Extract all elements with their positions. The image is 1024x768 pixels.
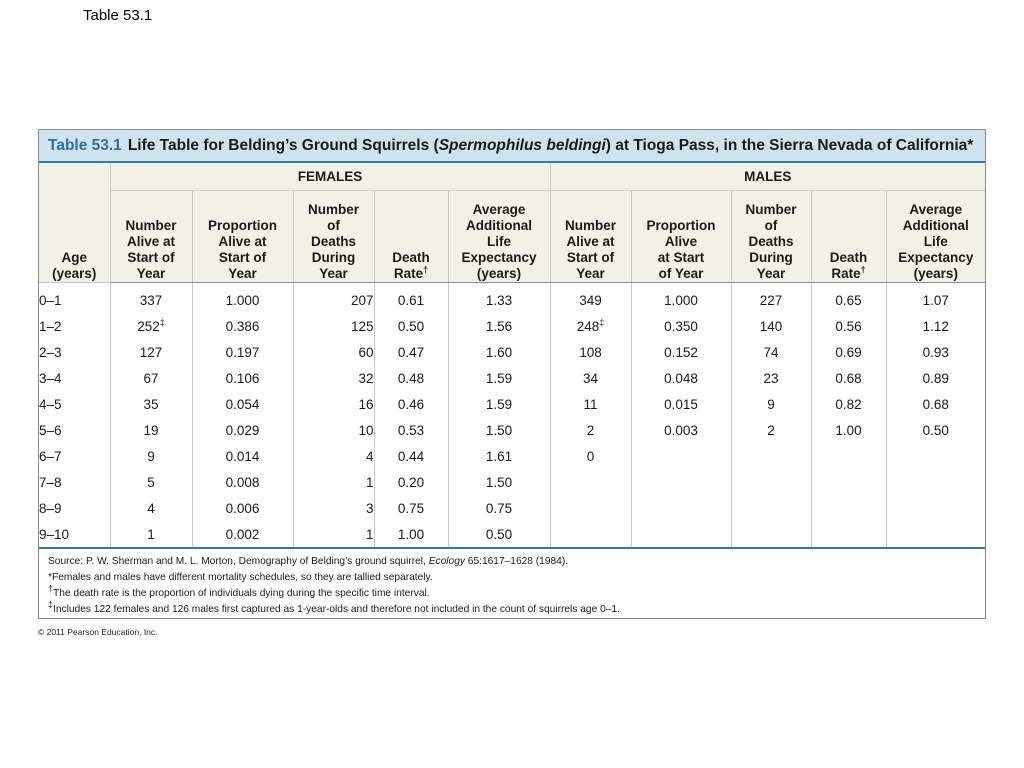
table-row bbox=[39, 339, 985, 365]
cell-f-proportion-alive: 0.008 bbox=[192, 469, 293, 495]
group-header-females: FEMALES bbox=[110, 163, 550, 191]
cell-m-life-expectancy bbox=[886, 443, 985, 469]
table-number: Table 53.1 bbox=[48, 136, 122, 154]
table-row bbox=[39, 283, 985, 314]
table-row bbox=[39, 313, 985, 339]
cell-age: 2–3 bbox=[39, 339, 110, 365]
table-title bbox=[39, 130, 985, 163]
col-header-f-deaths: Number of Deaths During Year bbox=[293, 191, 374, 283]
species-name: Spermophilus beldingi bbox=[438, 136, 606, 154]
cell-age: 6–7 bbox=[39, 443, 110, 469]
col-header-f-number-alive: Number Alive at Start of Year bbox=[110, 191, 192, 283]
copyright-notice: © 2011 Pearson Education, Inc. bbox=[38, 627, 158, 637]
cell-age: 4–5 bbox=[39, 391, 110, 417]
table-row bbox=[39, 365, 985, 391]
table-title-text-2: ) at Tioga Pass, in the Sierra Nevada of California* bbox=[605, 136, 974, 154]
life-table-figure bbox=[38, 129, 986, 619]
cell-m-death-rate: 0.56 bbox=[811, 313, 886, 339]
cell-m-death-rate bbox=[811, 521, 886, 547]
group-header-males: MALES bbox=[550, 163, 985, 191]
cell-m-life-expectancy bbox=[886, 495, 985, 521]
cell-m-number-alive: 349 bbox=[550, 283, 631, 314]
cell-m-number-alive bbox=[550, 469, 631, 495]
cell-f-proportion-alive: 0.386 bbox=[192, 313, 293, 339]
cell-f-life-expectancy: 0.75 bbox=[448, 495, 550, 521]
cell-m-number-alive: 11 bbox=[550, 391, 631, 417]
cell-m-deaths: 23 bbox=[731, 365, 811, 391]
cell-m-deaths: 74 bbox=[731, 339, 811, 365]
cell-m-number-alive: 248‡ bbox=[550, 313, 631, 339]
cell-f-proportion-alive: 0.002 bbox=[192, 521, 293, 547]
cell-m-number-alive: 34 bbox=[550, 365, 631, 391]
cell-f-number-alive: 252‡ bbox=[110, 313, 192, 339]
col-header-f-proportion-alive: Proportion Alive at Start of Year bbox=[192, 191, 293, 283]
cell-f-life-expectancy: 1.33 bbox=[448, 283, 550, 314]
cell-m-deaths bbox=[731, 521, 811, 547]
cell-f-life-expectancy: 1.59 bbox=[448, 365, 550, 391]
cell-m-death-rate: 0.82 bbox=[811, 391, 886, 417]
cell-f-proportion-alive: 0.054 bbox=[192, 391, 293, 417]
col-header-f-death-rate: Death Rate† bbox=[374, 191, 448, 283]
cell-m-death-rate: 1.00 bbox=[811, 417, 886, 443]
cell-m-proportion-alive: 1.000 bbox=[631, 283, 731, 314]
col-header-m-number-alive: Number Alive at Start of Year bbox=[550, 191, 631, 283]
cell-m-number-alive bbox=[550, 521, 631, 547]
cell-f-number-alive: 19 bbox=[110, 417, 192, 443]
cell-f-deaths: 1 bbox=[293, 469, 374, 495]
cell-f-deaths: 207 bbox=[293, 283, 374, 314]
cell-f-number-alive: 35 bbox=[110, 391, 192, 417]
cell-f-proportion-alive: 0.029 bbox=[192, 417, 293, 443]
cell-f-proportion-alive: 0.014 bbox=[192, 443, 293, 469]
cell-m-death-rate: 0.65 bbox=[811, 283, 886, 314]
cell-f-number-alive: 9 bbox=[110, 443, 192, 469]
cell-m-proportion-alive bbox=[631, 443, 731, 469]
cell-f-deaths: 60 bbox=[293, 339, 374, 365]
cell-f-death-rate: 0.50 bbox=[374, 313, 448, 339]
cell-f-death-rate: 0.61 bbox=[374, 283, 448, 314]
cell-m-proportion-alive bbox=[631, 495, 731, 521]
cell-m-deaths bbox=[731, 443, 811, 469]
cell-m-life-expectancy: 0.89 bbox=[922, 370, 949, 386]
cell-m-deaths bbox=[731, 469, 811, 495]
cell-m-death-rate bbox=[811, 495, 886, 521]
cell-f-death-rate: 1.00 bbox=[374, 521, 448, 547]
cell-age: 7–8 bbox=[39, 469, 110, 495]
footnote-dagger: †The death rate is the proportion of individuals dying during the specific time interval. bbox=[48, 583, 430, 599]
cell-m-proportion-alive: 0.048 bbox=[631, 365, 731, 391]
cell-f-life-expectancy: 1.50 bbox=[448, 417, 550, 443]
cell-age: 0–1 bbox=[39, 283, 110, 314]
cell-m-deaths: 140 bbox=[731, 313, 811, 339]
cell-m-deaths: 2 bbox=[731, 417, 811, 443]
cell-f-deaths: 4 bbox=[293, 443, 374, 469]
cell-age: 1–2 bbox=[39, 313, 110, 339]
cell-f-deaths: 10 bbox=[293, 417, 374, 443]
cell-age: 3–4 bbox=[39, 365, 110, 391]
cell-f-death-rate: 0.48 bbox=[374, 365, 448, 391]
cell-f-death-rate: 0.20 bbox=[374, 469, 448, 495]
cell-f-deaths: 3 bbox=[293, 495, 374, 521]
cell-f-number-alive: 127 bbox=[110, 339, 192, 365]
cell-f-number-alive: 67 bbox=[110, 365, 192, 391]
col-header-f-life-expectancy: Average Additional Life Expectancy (years) bbox=[448, 191, 550, 283]
cell-f-death-rate: 0.75 bbox=[374, 495, 448, 521]
table-footnotes bbox=[39, 547, 985, 619]
table-row bbox=[39, 521, 985, 547]
cell-f-life-expectancy: 1.59 bbox=[448, 391, 550, 417]
cell-m-life-expectancy: 0.50 bbox=[922, 422, 949, 438]
cell-m-proportion-alive: 0.015 bbox=[631, 391, 731, 417]
cell-m-life-expectancy: 0.68 bbox=[922, 396, 949, 412]
cell-f-number-alive: 337 bbox=[110, 283, 192, 314]
footnote-star: *Females and males have different mortality schedules, so they are tallied separately. bbox=[48, 572, 433, 583]
cell-m-proportion-alive bbox=[631, 521, 731, 547]
table-row bbox=[39, 495, 985, 521]
cell-f-proportion-alive: 1.000 bbox=[192, 283, 293, 314]
cell-f-death-rate: 0.44 bbox=[374, 443, 448, 469]
cell-m-proportion-alive bbox=[631, 469, 731, 495]
cell-age: 8–9 bbox=[39, 495, 110, 521]
cell-m-proportion-alive: 0.152 bbox=[631, 339, 731, 365]
col-header-m-death-rate: Death Rate† bbox=[811, 191, 886, 283]
cell-f-proportion-alive: 0.006 bbox=[192, 495, 293, 521]
table-row bbox=[39, 391, 985, 417]
cell-m-death-rate: 0.69 bbox=[811, 339, 886, 365]
cell-m-proportion-alive: 0.350 bbox=[631, 313, 731, 339]
cell-m-number-alive: 2 bbox=[550, 417, 631, 443]
cell-f-deaths: 1 bbox=[293, 521, 374, 547]
table-title-text-1: Life Table for Belding’s Ground Squirrels ( bbox=[127, 136, 439, 154]
cell-m-deaths: 9 bbox=[731, 391, 811, 417]
cell-f-death-rate: 0.53 bbox=[374, 417, 448, 443]
cell-age: 5–6 bbox=[39, 417, 110, 443]
cell-m-number-alive: 108 bbox=[550, 339, 631, 365]
cell-m-deaths bbox=[731, 495, 811, 521]
cell-age: 9–10 bbox=[39, 521, 110, 547]
cell-f-life-expectancy: 1.56 bbox=[448, 313, 550, 339]
cell-f-life-expectancy: 1.50 bbox=[448, 469, 550, 495]
cell-f-deaths: 125 bbox=[293, 313, 374, 339]
col-header-age: Age (years) bbox=[39, 163, 110, 283]
cell-f-proportion-alive: 0.106 bbox=[192, 365, 293, 391]
life-table bbox=[39, 163, 985, 547]
cell-f-number-alive: 4 bbox=[110, 495, 192, 521]
footnote-double-dagger: ‡Includes 122 females and 126 males first captured as 1-year-olds and therefore not included in the count of squirrels age 0–1. bbox=[48, 599, 620, 615]
cell-f-life-expectancy: 1.61 bbox=[448, 443, 550, 469]
cell-f-life-expectancy: 1.60 bbox=[448, 339, 550, 365]
cell-f-number-alive: 5 bbox=[110, 469, 192, 495]
cell-f-deaths: 32 bbox=[293, 365, 374, 391]
col-header-m-deaths: Number of Deaths During Year bbox=[731, 191, 811, 283]
cell-m-life-expectancy bbox=[886, 469, 985, 495]
cell-m-death-rate bbox=[811, 443, 886, 469]
table-body bbox=[39, 283, 985, 548]
cell-f-death-rate: 0.47 bbox=[374, 339, 448, 365]
cell-f-life-expectancy: 0.50 bbox=[448, 521, 550, 547]
cell-m-life-expectancy bbox=[886, 521, 985, 547]
cell-f-proportion-alive: 0.197 bbox=[192, 339, 293, 365]
table-row bbox=[39, 469, 985, 495]
cell-m-number-alive bbox=[550, 495, 631, 521]
cell-m-life-expectancy: 1.12 bbox=[922, 318, 949, 334]
cell-f-number-alive: 1 bbox=[110, 521, 192, 547]
cell-m-death-rate bbox=[811, 469, 886, 495]
col-header-m-life-expectancy: Average Additional Life Expectancy (years) bbox=[886, 191, 985, 283]
cell-m-life-expectancy: 0.93 bbox=[922, 344, 949, 360]
cell-f-deaths: 16 bbox=[293, 391, 374, 417]
footnote-source: Source: P. W. Sherman and M. L. Morton, Demography of Belding’s ground squirrel, Ecology 65:1617–1628 (1984). bbox=[48, 556, 569, 567]
slide-title: Table 53.1 bbox=[83, 7, 153, 24]
cell-m-death-rate: 0.68 bbox=[811, 365, 886, 391]
table-row bbox=[39, 417, 985, 443]
cell-m-number-alive: 0 bbox=[550, 443, 631, 469]
cell-m-life-expectancy: 1.07 bbox=[922, 292, 949, 308]
table-row bbox=[39, 443, 985, 469]
col-header-m-proportion-alive: Proportion Alive at Start of Year bbox=[631, 191, 731, 283]
cell-m-deaths: 227 bbox=[731, 283, 811, 314]
cell-m-proportion-alive: 0.003 bbox=[631, 417, 731, 443]
cell-f-death-rate: 0.46 bbox=[374, 391, 448, 417]
